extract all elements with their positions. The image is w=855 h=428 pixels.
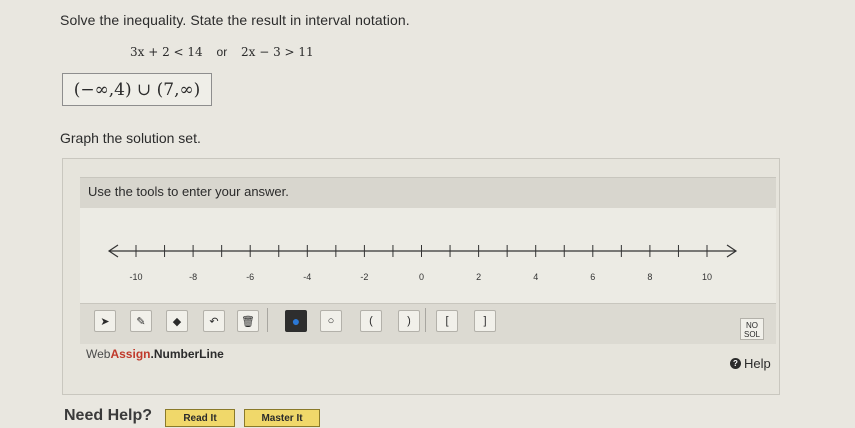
open-left-paren-button[interactable] [360,310,382,332]
no-solution-label: NO SOL [743,321,760,339]
tick-label: 0 [418,272,425,282]
tick-label: 2 [476,272,482,282]
eraser-button[interactable] [166,310,188,332]
inequality-connector: or [216,45,228,59]
tool-header [80,177,776,209]
trash-button[interactable] [237,310,259,332]
tick-label: 4 [533,272,539,282]
closed-right-bracket-icon: ] [483,315,487,327]
help-link[interactable] [730,356,771,371]
closed-point-button[interactable] [285,310,307,332]
read-it-label: Read It [183,412,217,424]
master-it-label: Master It [261,412,303,424]
master-it-button[interactable] [244,409,320,427]
help-icon: ? [730,358,741,369]
webassign-brand [86,347,224,361]
number-line-canvas[interactable] [80,208,776,303]
brand-prefix: Web [86,347,111,361]
read-it-button[interactable] [165,409,235,427]
brand-mid: Assign [110,347,151,361]
pencil-button[interactable] [130,310,152,332]
help-label: Help [744,356,771,371]
tick-label: -10 [129,272,143,282]
inequality-2: 2x − 3 > 11 [241,45,314,59]
toolbar-divider [425,308,426,332]
brand-suffix: .NumberLine [150,347,224,361]
tick-label: -2 [360,272,369,282]
tick-label: 8 [647,272,653,282]
inequality-1: 3x + 2 < 14 [130,45,203,59]
open-right-paren-button[interactable] [398,310,420,332]
open-right-paren-icon: ) [407,315,411,327]
undo-icon: ↶ [209,315,219,328]
eraser-icon: ◆ [172,315,182,328]
number-line-svg[interactable] [80,208,776,303]
graph-prompt: Graph the solution set. [60,130,201,146]
closed-left-bracket-button[interactable] [436,310,458,332]
tool-header-text: Use the tools to enter your answer. [88,184,289,199]
closed-point-icon: ● [291,313,301,329]
toolbar-divider [267,308,268,332]
tick-label: -8 [189,272,198,282]
pencil-icon: ✎ [136,315,146,328]
need-help-label: Need Help? [64,407,153,424]
trash-icon: 🗑 [241,315,255,328]
inequality-expression [130,45,314,59]
undo-button[interactable] [203,310,225,332]
tick-label: 10 [701,272,713,282]
answer-box[interactable] [62,73,212,106]
open-left-paren-icon: ( [369,315,373,327]
tick-label: 6 [590,272,596,282]
answer-value: (−∞,4) ∪ (7,∞) [73,79,201,100]
open-point-icon: ○ [327,315,335,327]
tick-label: -6 [246,272,255,282]
no-solution-button[interactable] [740,318,764,340]
closed-left-bracket-icon: [ [445,315,449,327]
tick-label: -4 [303,272,312,282]
open-point-button[interactable] [320,310,342,332]
pointer-icon: ➤ [100,315,110,328]
question-prompt: Solve the inequality. State the result in interval notation. [60,12,410,28]
closed-right-bracket-button[interactable] [474,310,496,332]
pointer-button[interactable] [94,310,116,332]
